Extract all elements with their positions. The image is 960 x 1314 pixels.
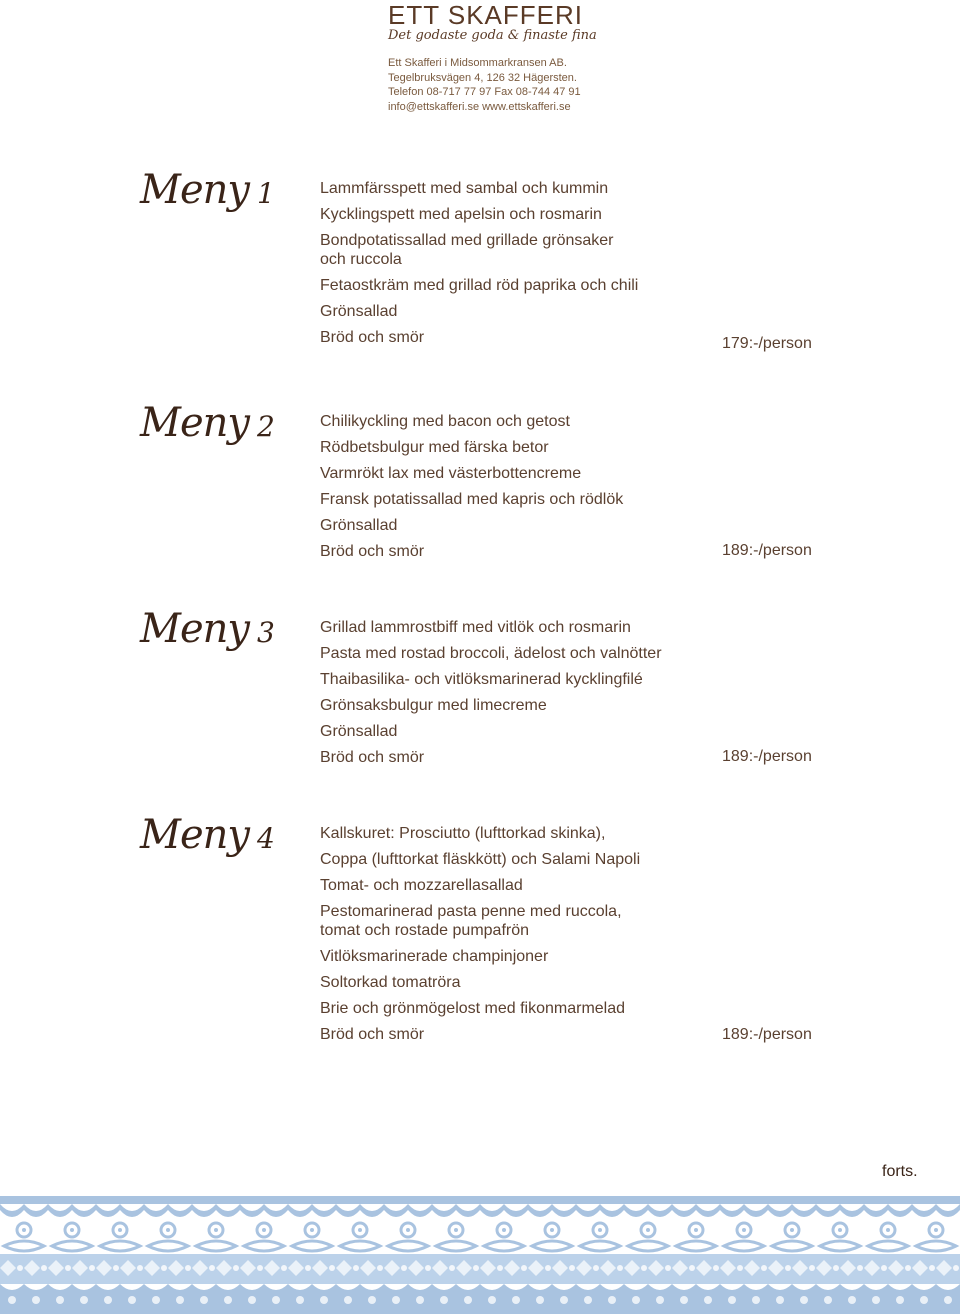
menu-item: Pasta med rostad broccoli, ädelost och valnötter xyxy=(320,645,662,662)
menu-item: Varmrökt lax med västerbottencreme xyxy=(320,465,582,482)
menu-item: Chilikyckling med bacon och getost xyxy=(320,413,570,430)
menu-item: Lammfärsspett med sambal och kummin xyxy=(320,180,609,197)
menu-item: Grönsallad xyxy=(320,723,398,740)
company-name: Ett Skafferi i Midsommarkransen AB. xyxy=(388,57,567,69)
menu-item: Soltorkad tomatröra xyxy=(320,974,461,991)
menu-items xyxy=(320,179,710,354)
menu-item: Kycklingspett med apelsin och rosmarin xyxy=(320,206,602,223)
menu-price: 179:-/person xyxy=(722,335,812,352)
menu-item: Fetaostkräm med grillad röd paprika och chili xyxy=(320,277,639,294)
brand-title: ETT SKAFFERI xyxy=(388,0,583,30)
menu-item: Bröd och smör xyxy=(320,543,425,560)
menu-item: Pestomarinerad pasta penne med ruccola, tomat och rostade pumpafrön xyxy=(320,903,622,939)
menu-item: Grönsallad xyxy=(320,303,398,320)
menu-heading: Meny 1 xyxy=(140,167,274,213)
menu-price: 189:-/person xyxy=(722,1026,812,1043)
menu-item: Grönsallad xyxy=(320,517,398,534)
menu-item: Tomat- och mozzarellasallad xyxy=(320,877,523,894)
menu-item: Vitlöksmarinerade champinjoner xyxy=(320,948,549,965)
menu-items xyxy=(320,618,710,774)
email-web: info@ettskafferi.se www.ettskafferi.se xyxy=(388,100,571,113)
menu-item: Grönsaksbulgur med limecreme xyxy=(320,697,547,714)
menu-heading: Meny 4 xyxy=(140,812,274,858)
menu-price: 189:-/person xyxy=(722,748,812,765)
continued-label: forts. xyxy=(882,1163,918,1180)
menu-item: Bröd och smör xyxy=(320,1026,425,1043)
menu-items xyxy=(320,412,710,568)
address: Tegelbruksvägen 4, 126 32 Hägersten. xyxy=(388,71,577,84)
menu-item: Brie och grönmögelost med fikonmarmelad xyxy=(320,1000,626,1017)
menu-heading: Meny 2 xyxy=(140,400,274,446)
menu-price: 189:-/person xyxy=(722,542,812,559)
letterhead xyxy=(388,2,648,114)
menu-item: Fransk potatissallad med kapris och rödlök xyxy=(320,491,624,508)
contact-block xyxy=(388,56,648,114)
menu-heading: Meny 3 xyxy=(140,606,274,652)
brand-tagline: Det godaste goda & finaste fina xyxy=(388,28,597,43)
menu-item: Bondpotatissallad med grillade grönsaker och ruccola xyxy=(320,232,614,268)
phone-fax: Telefon 08-717 77 97 Fax 08-744 47 91 xyxy=(388,86,581,98)
menu-item: Kallskuret: Prosciutto (lufttorkad skinka), xyxy=(320,825,606,842)
menu-item: Grillad lammrostbiff med vitlök och rosmarin xyxy=(320,619,631,636)
menu-item: Thaibasilika- och vitlöksmarinerad kycklingfilé xyxy=(320,671,643,688)
menu-item: Coppa (lufttorkat fläskkött) och Salami Napoli xyxy=(320,851,641,868)
menu-item: Rödbetsbulgur med färska betor xyxy=(320,439,549,456)
menu-item: Bröd och smör xyxy=(320,749,425,766)
menu-item: Bröd och smör xyxy=(320,329,425,346)
lace-border-decoration xyxy=(0,1196,960,1314)
menu-items xyxy=(320,824,710,1051)
